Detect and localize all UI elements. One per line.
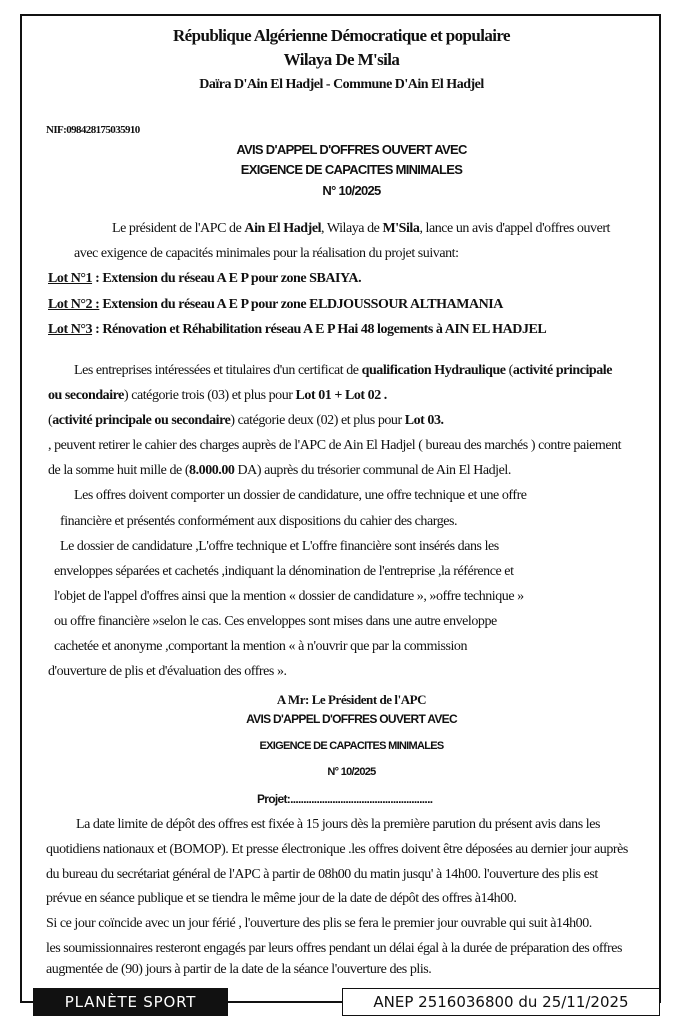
- text-segment: Si ce jour coïncide avec un jour férié , l'ouverture des plis se fera le premier jour ouvrable qui suit à14h00.: [46, 916, 592, 931]
- text-line: [54, 589, 524, 605]
- text-segment: qualification Hydraulique: [361, 363, 506, 378]
- header-daira: Daïra D'Ain El Hadjel - Commune D'Ain El Hadjel: [199, 77, 484, 92]
- text-segment: DA) auprès du trésorier communal de Ain El Hadjel.: [234, 463, 511, 478]
- text-segment: 8.000.00: [189, 463, 235, 478]
- text-line: [74, 488, 527, 504]
- text-segment: Lot 01 + Lot 02 .: [295, 388, 387, 403]
- envelope-title-2: EXIGENCE DE CAPACITES MINIMALES: [259, 740, 444, 752]
- text-segment: du bureau du secrétariat général de l'APC à partir de 08h00 du matin jusqu' à 14h00. l'ouverture des plis est: [46, 867, 598, 882]
- header-republic: République Algérienne Démocratique et populaire: [173, 26, 510, 45]
- text-line: [48, 271, 361, 287]
- text-segment: cachetée et anonyme ,comportant la mention « à n'ouvrir que par la commission: [54, 639, 468, 654]
- text-segment: Lot N°1: [48, 271, 93, 286]
- text-line: [74, 363, 612, 379]
- publication-name: PLANÈTE SPORT: [33, 988, 228, 1016]
- text-segment: augmentée de (90) jours à partir de la date de la séance l'ouverture des plis.: [46, 962, 432, 977]
- text-line: [74, 246, 459, 262]
- text-segment: Le dossier de candidature ,L'offre technique et L'offre financière sont insérés dans les: [60, 539, 499, 554]
- text-segment: Lot N°2 :: [48, 297, 100, 312]
- text-line: [60, 514, 457, 530]
- text-segment: d'ouverture de plis et d'évaluation des offres ».: [48, 664, 287, 679]
- text-segment: avec exigence de capacités minimales pour la réalisation du projet suivant:: [74, 246, 459, 261]
- text-segment: quotidiens nationaux et (BOMOP). Et presse électronique .les offres doivent être déposées au dernier jour auprès: [46, 842, 628, 857]
- header-wilaya: Wilaya De M'sila: [283, 50, 400, 69]
- text-segment: : Rénovation et Réhabilitation réseau A E P Hai 48 logements à AIN EL HADJEL: [92, 322, 547, 337]
- address-recipient: A Mr: Le Président de l'APC: [276, 692, 427, 707]
- text-segment: Les offres doivent comporter un dossier de candidature, une offre technique et une offre: [74, 488, 527, 503]
- text-line: [48, 438, 621, 454]
- anep-reference: ANEP 2516036800 du 25/11/2025: [342, 988, 660, 1016]
- text-segment: Extension du réseau A E P pour zone ELDJOUSSOUR ALTHAMANIA: [99, 297, 503, 312]
- text-segment: : Extension du réseau A E P pour zone SBAIYA.: [92, 271, 362, 286]
- notice-number: N° 10/2025: [322, 183, 381, 198]
- text-line: [46, 891, 516, 907]
- text-segment: activité principale ou secondaire: [52, 413, 231, 428]
- text-segment: M'Sila: [382, 221, 420, 236]
- text-segment: ou secondaire: [48, 388, 124, 403]
- envelope-project: Projet:......................................................: [257, 792, 433, 806]
- text-line: [48, 388, 387, 404]
- text-segment: (: [48, 413, 53, 428]
- text-line: [46, 842, 628, 858]
- envelope-title-1: AVIS D'APPEL D'OFFRES OUVERT AVEC: [246, 712, 457, 726]
- text-segment: , lance un avis d'appel d'offres ouvert: [419, 221, 610, 236]
- text-segment: ) catégorie deux (02) et plus pour: [230, 413, 405, 428]
- text-segment: , Wilaya de: [321, 221, 383, 236]
- text-segment: prévue en séance publique et se tiendra le même jour de la date de dépôt des offres à14h00.: [46, 891, 517, 906]
- text-segment: Lot N°3: [48, 322, 93, 337]
- text-line: [46, 962, 431, 978]
- text-line: [46, 867, 598, 883]
- text-segment: activité principale: [512, 363, 612, 378]
- text-line: [48, 322, 546, 338]
- text-segment: , peuvent retirer le cahier des charges auprès de l'APC de Ain El Hadjel ( bureau des marchés ) contre paiement: [48, 438, 622, 453]
- text-segment: Lot 03.: [404, 413, 444, 428]
- text-segment: La date limite de dépôt des offres est fixée à 15 jours dès la première parution du présent avis dans les: [76, 817, 600, 832]
- text-line: [54, 639, 467, 655]
- text-line: [54, 564, 514, 580]
- text-line: [48, 297, 503, 313]
- nif-number: NIF:098428175035910: [46, 124, 140, 136]
- text-line: [60, 539, 499, 555]
- text-line: [76, 817, 600, 833]
- text-line: [48, 463, 511, 479]
- text-line: [112, 221, 610, 237]
- text-segment: de la somme huit mille de (: [48, 463, 190, 478]
- text-line: [48, 413, 444, 429]
- text-line: [54, 614, 497, 630]
- text-segment: ) catégorie trois (03) et plus pour: [123, 388, 296, 403]
- text-segment: (: [505, 363, 513, 378]
- text-segment: Le président de l'APC de: [112, 221, 245, 236]
- text-segment: enveloppes séparées et cachetés ,indiquant la dénomination de l'entreprise ,la référence et: [54, 564, 514, 579]
- text-segment: financière et présentés conformément aux dispositions du cahier des charges.: [60, 514, 458, 529]
- text-line: [46, 916, 592, 932]
- text-line: [48, 664, 287, 680]
- text-segment: Ain El Hadjel: [244, 221, 322, 236]
- envelope-number: N° 10/2025: [327, 766, 376, 778]
- notice-title-2: EXIGENCE DE CAPACITES MINIMALES: [240, 162, 463, 177]
- notice-title-1: AVIS D'APPEL D'OFFRES OUVERT AVEC: [236, 142, 467, 157]
- text-segment: les soumissionnaires resteront engagés par leurs offres pendant un délai égal à la durée de préparation des offres: [46, 941, 623, 956]
- text-segment: l'objet de l'appel d'offres ainsi que la mention « dossier de candidature », »offre technique »: [54, 589, 524, 604]
- text-segment: ou offre financière »selon le cas. Ces enveloppes sont mises dans une autre enveloppe: [54, 614, 497, 629]
- text-line: [46, 941, 622, 957]
- text-segment: Les entreprises intéressées et titulaires d'un certificat de: [74, 363, 362, 378]
